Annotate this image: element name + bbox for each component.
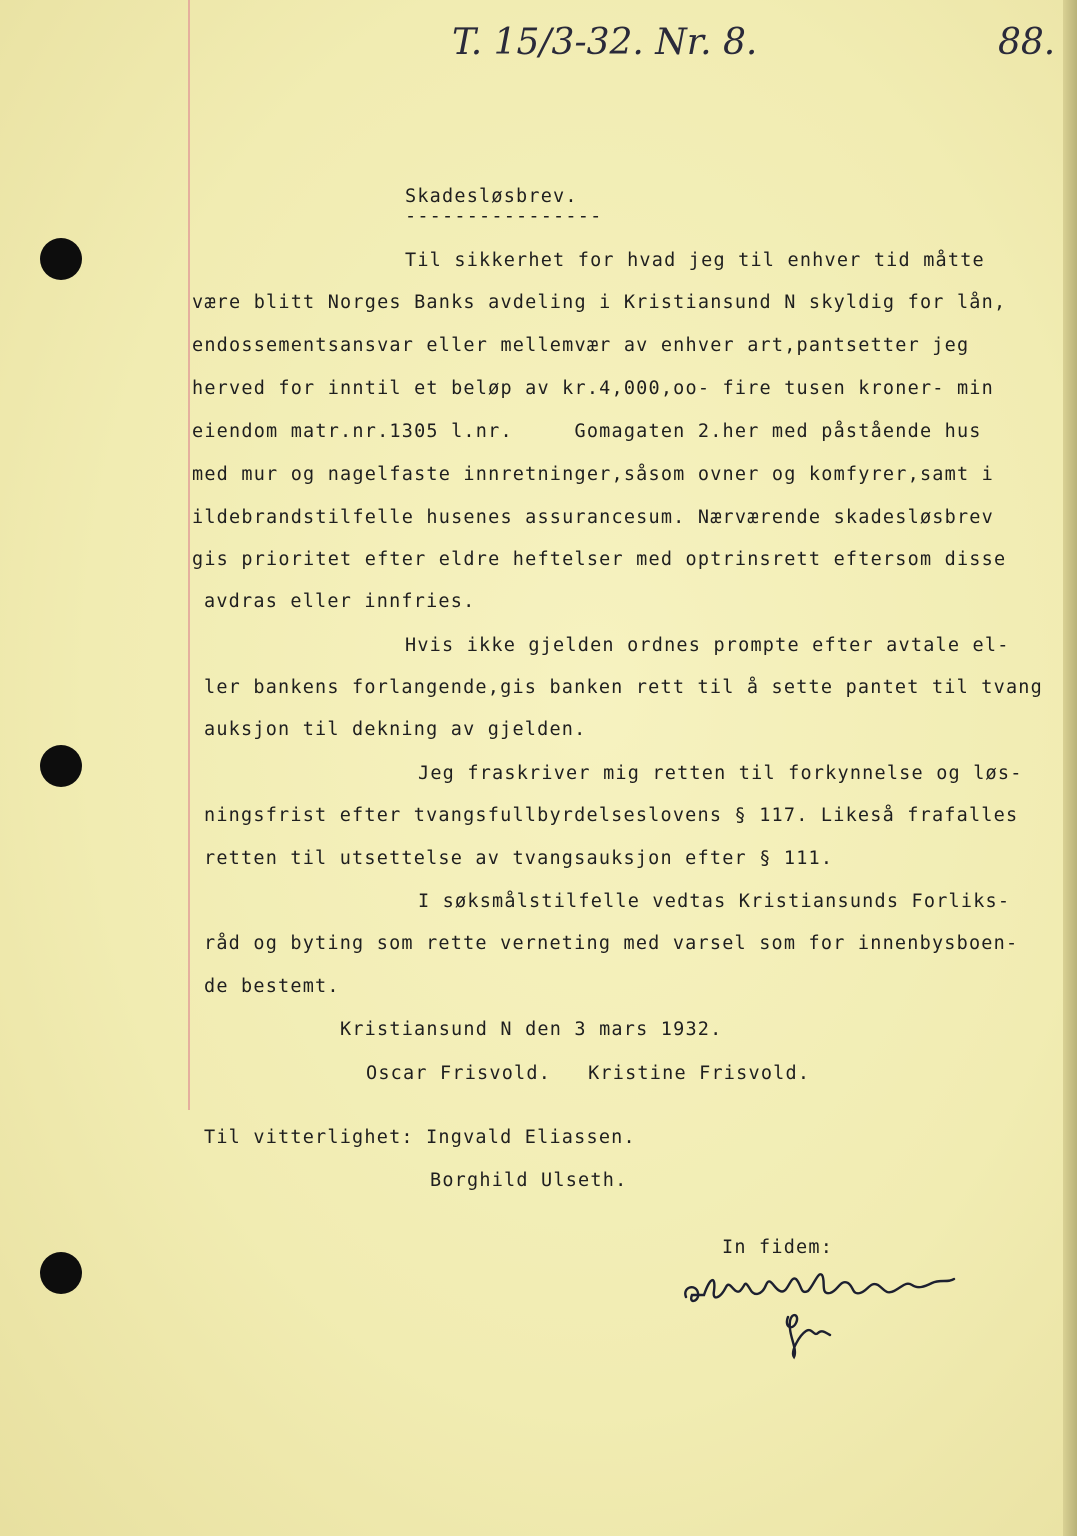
text-line: auksjon til dekning av gjelden. (204, 719, 587, 740)
punch-hole (40, 238, 82, 280)
text-line: råd og byting som rette verneting med varsel som for innenbysboen- (204, 933, 1019, 954)
text-line: ildebrandstilfelle husenes assurancesum. Nærværende skadesløsbrev (192, 507, 994, 528)
title-underline: ---------------- (405, 206, 603, 227)
text-line: Til sikkerhet for hvad jeg til enhver tid måtte (405, 250, 985, 271)
witness-line: Til vitterlighet: Ingvald Eliassen. (204, 1127, 636, 1148)
witness-line: Borghild Ulseth. (430, 1170, 628, 1191)
text-line: avdras eller innfries. (204, 591, 476, 612)
text-line: eiendom matr.nr.1305 l.nr. Gomagaten 2.her med påstående hus (192, 421, 982, 442)
in-fidem-label: In fidem: (722, 1237, 834, 1258)
text-line: Jeg fraskriver mig retten til forkynnelse og løs- (418, 763, 1023, 784)
text-line: ningsfrist efter tvangsfullbyrdelseslovens § 117. Likeså frafalles (204, 805, 1019, 826)
punch-hole (40, 1252, 82, 1294)
signatories-line: Oscar Frisvold. Kristine Frisvold. (366, 1063, 811, 1084)
handwritten-reference: T. 15/3-32. Nr. 8. (452, 22, 758, 63)
text-line: med mur og nagelfaste innretninger,såsom ovner og komfyrer,samt i (192, 464, 994, 485)
text-line: I søksmålstilfelle vedtas Kristiansunds Forliks- (418, 891, 1011, 912)
text-line: retten til utsettelse av tvangsauksjon efter § 111. (204, 848, 834, 869)
punch-hole (40, 745, 82, 787)
margin-line (188, 0, 190, 1110)
text-line: de bestemt. (204, 976, 340, 997)
text-line: herved for inntil et beløp av kr.4,000,oo- fire tusen kroner- min (192, 378, 994, 399)
text-line: gis prioritet efter eldre heftelser med optrinsrett eftersom disse (192, 549, 1007, 570)
text-line: Hvis ikke gjelden ordnes prompte efter avtale el- (405, 635, 1010, 656)
page-edge (1063, 0, 1077, 1536)
text-line: endossementsansvar eller mellemvær av enhver art,pantsetter jeg (192, 335, 970, 356)
document-title: Skadesløsbrev. (405, 186, 578, 207)
handwritten-page-number: 88. (998, 22, 1056, 63)
handwritten-signature (680, 1265, 980, 1369)
text-line: ler bankens forlangende,gis banken rett til å sette pantet til tvang (204, 677, 1043, 698)
place-date-line: Kristiansund N den 3 mars 1932. (340, 1019, 723, 1040)
text-line: være blitt Norges Banks avdeling i Kristiansund N skyldig for lån, (192, 292, 1007, 313)
signature-scribble (680, 1265, 980, 1365)
